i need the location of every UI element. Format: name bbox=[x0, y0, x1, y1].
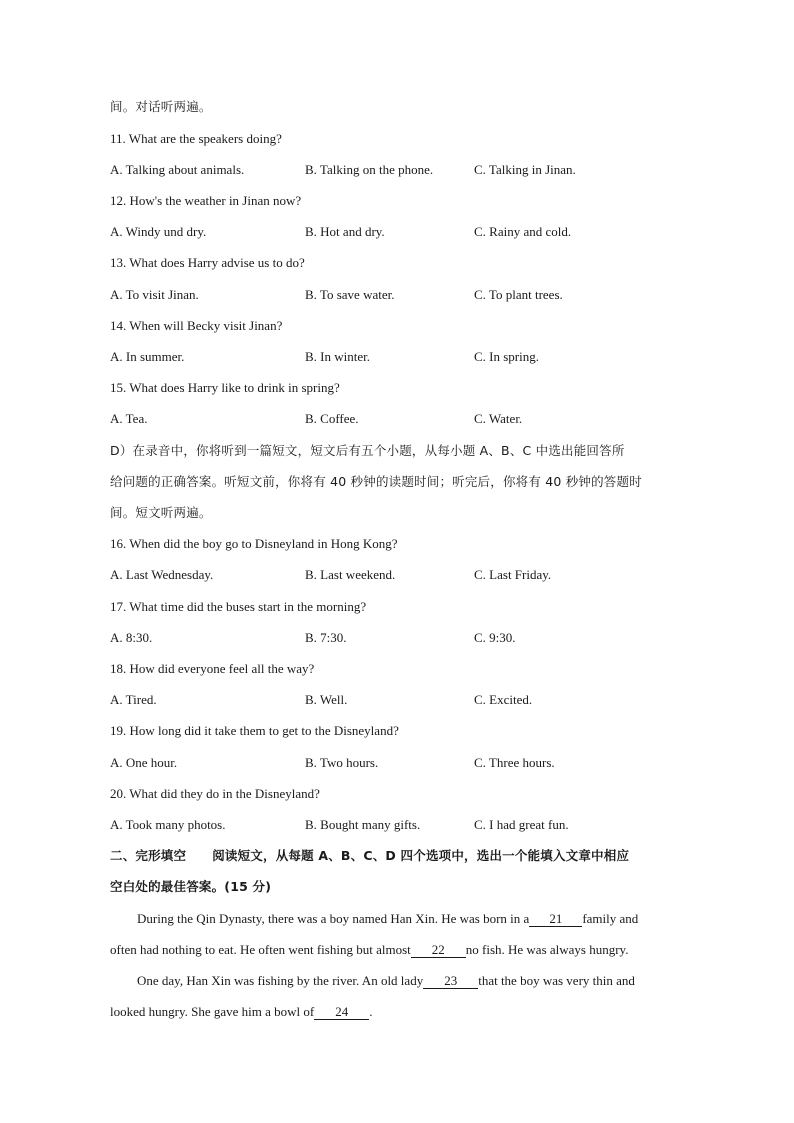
section-2-heading bbox=[110, 847, 629, 865]
option-c: C. In spring. bbox=[474, 349, 539, 364]
question-text: What time did the buses start in the morning? bbox=[129, 599, 367, 614]
option-b: B. Coffee. bbox=[305, 411, 359, 426]
question-number: 13. bbox=[110, 255, 127, 270]
option-a: A. Tired. bbox=[110, 692, 157, 707]
question-text: What does Harry like to drink in spring? bbox=[129, 380, 340, 395]
option-b: B. Last weekend. bbox=[305, 567, 396, 582]
section-d-instruction-line-2: 给问题的正确答案。听短文前，你将有 40 秒钟的读题时间；听完后，你将有 40 秒钟的答题时 bbox=[110, 474, 642, 489]
passage-text: often had nothing to eat. He often went fishing but almost bbox=[110, 942, 411, 957]
option-c: C. Rainy and cold. bbox=[474, 224, 572, 239]
passage-text: looked hungry. She gave him a bowl of bbox=[110, 1004, 315, 1019]
option-a: A. Last Wednesday. bbox=[110, 567, 214, 582]
option-a: A. Took many photos. bbox=[110, 817, 226, 832]
option-c: C. To plant trees. bbox=[474, 287, 563, 302]
passage-text: no fish. He was always hungry. bbox=[465, 942, 629, 957]
blank-21: 21 bbox=[529, 911, 582, 927]
question-text: When did the boy go to Disneyland in Hong Kong? bbox=[129, 536, 398, 551]
question-number: 14. bbox=[110, 318, 127, 333]
passage-text: One day, Han Xin was fishing by the river. An old lady bbox=[137, 973, 424, 988]
option-b: B. To save water. bbox=[305, 287, 395, 302]
passage-line bbox=[137, 972, 635, 990]
passage-text: that the boy was very thin and bbox=[478, 973, 635, 988]
question-number: 12. bbox=[110, 193, 127, 208]
passage-text: family and bbox=[582, 911, 639, 926]
passage-line bbox=[137, 910, 638, 928]
question-number: 15. bbox=[110, 380, 127, 395]
option-a: A. One hour. bbox=[110, 755, 178, 770]
option-b: B. Bought many gifts. bbox=[305, 817, 421, 832]
option-c: C. Water. bbox=[474, 411, 523, 426]
question-number: 20. bbox=[110, 786, 127, 801]
option-a: A. Tea. bbox=[110, 411, 148, 426]
option-b: B. Hot and dry. bbox=[305, 224, 385, 239]
question-19 bbox=[110, 722, 399, 740]
blank-23: 23 bbox=[423, 973, 478, 989]
question-18 bbox=[110, 660, 314, 678]
option-a: A. Talking about animals. bbox=[110, 162, 245, 177]
question-14 bbox=[110, 317, 282, 335]
section-2-title: 二、完形填空 bbox=[110, 848, 187, 863]
question-number: 18. bbox=[110, 661, 127, 676]
option-b: B. Two hours. bbox=[305, 755, 379, 770]
question-20 bbox=[110, 785, 320, 803]
option-a: A. 8:30. bbox=[110, 630, 153, 645]
section-d-instruction-line-1: D）在录音中，你将听到一篇短文，短文后有五个小题，从每小题 A、B、C 中选出能回答所 bbox=[110, 443, 625, 458]
section-d-instruction-line-3: 间。短文听两遍。 bbox=[110, 505, 212, 520]
question-number: 19. bbox=[110, 723, 127, 738]
option-a: A. To visit Jinan. bbox=[110, 287, 199, 302]
option-c: C. Talking in Jinan. bbox=[474, 162, 576, 177]
blank-22: 22 bbox=[411, 942, 466, 958]
question-12 bbox=[110, 192, 301, 210]
question-11 bbox=[110, 130, 282, 148]
passage-line bbox=[110, 1003, 372, 1021]
question-text: How's the weather in Jinan now? bbox=[129, 193, 302, 208]
section-c-instruction-tail: 间。对话听两遍。 bbox=[110, 99, 212, 114]
option-c: C. Three hours. bbox=[474, 755, 555, 770]
option-b: B. Well. bbox=[305, 692, 348, 707]
question-13 bbox=[110, 254, 305, 272]
question-number: 17. bbox=[110, 599, 127, 614]
question-text: When will Becky visit Jinan? bbox=[129, 318, 283, 333]
passage-text: . bbox=[369, 1004, 373, 1019]
passage-line bbox=[110, 941, 628, 959]
question-16 bbox=[110, 535, 398, 553]
option-c: C. Last Friday. bbox=[474, 567, 552, 582]
question-text: What are the speakers doing? bbox=[128, 131, 282, 146]
option-b: B. 7:30. bbox=[305, 630, 347, 645]
section-2-heading-line-2: 空白处的最佳答案。(15 分) bbox=[110, 879, 272, 894]
question-number: 16. bbox=[110, 536, 127, 551]
question-text: How long did it take them to get to the Disneyland? bbox=[129, 723, 399, 738]
option-c: C. I had great fun. bbox=[474, 817, 569, 832]
option-b: B. In winter. bbox=[305, 349, 370, 364]
question-text: What did they do in the Disneyland? bbox=[129, 786, 320, 801]
option-b: B. Talking on the phone. bbox=[305, 162, 434, 177]
blank-24: 24 bbox=[314, 1004, 369, 1020]
option-a: A. In summer. bbox=[110, 349, 185, 364]
question-17 bbox=[110, 598, 366, 616]
option-a: A. Windy und dry. bbox=[110, 224, 207, 239]
option-c: C. Excited. bbox=[474, 692, 533, 707]
question-15 bbox=[110, 379, 340, 397]
passage-text: During the Qin Dynasty, there was a boy named Han Xin. He was born in a bbox=[137, 911, 530, 926]
question-text: How did everyone feel all the way? bbox=[129, 661, 315, 676]
section-2-instruction: 阅读短文，从每题 A、B、C、D 四个选项中，选出一个能填入文章中相应 bbox=[212, 848, 630, 863]
question-text: What does Harry advise us to do? bbox=[129, 255, 305, 270]
option-c: C. 9:30. bbox=[474, 630, 516, 645]
question-number: 11. bbox=[110, 131, 126, 146]
